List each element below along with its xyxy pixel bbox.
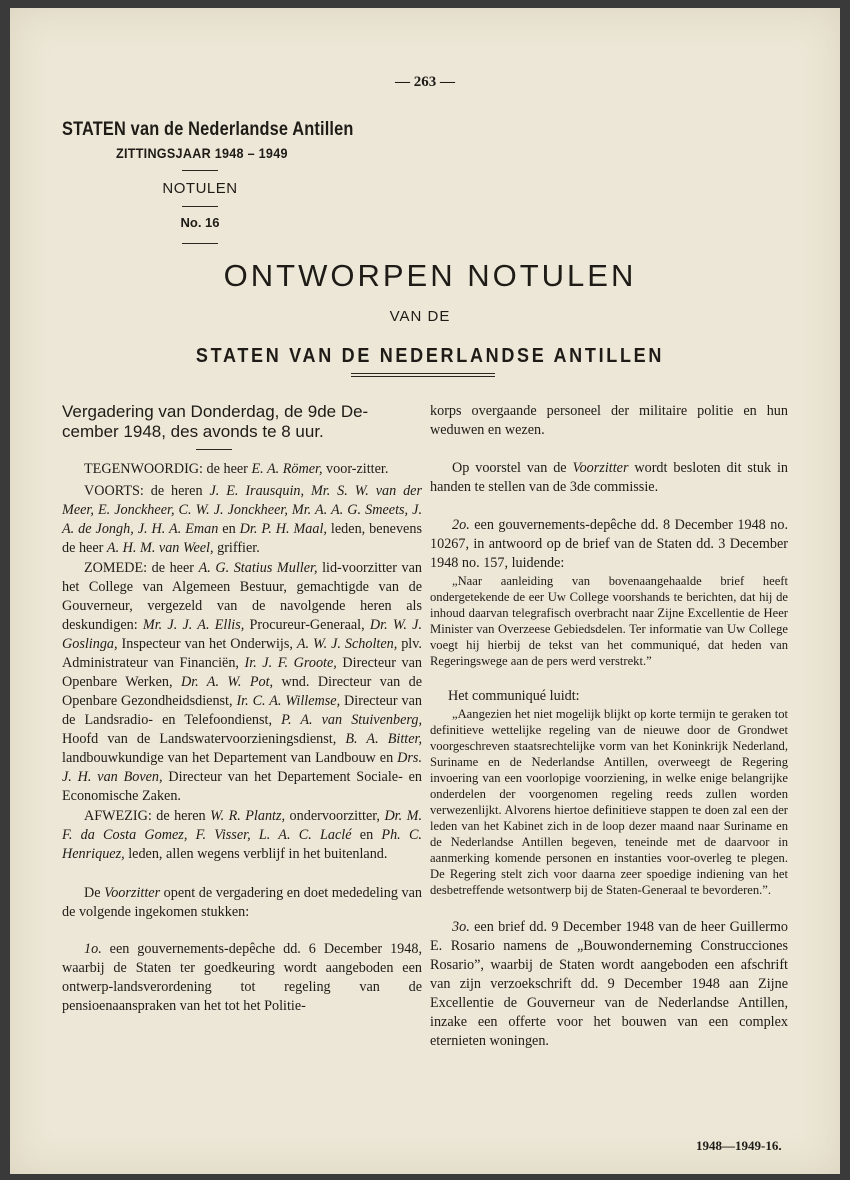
document-title: ONTWORPEN NOTULEN xyxy=(223,258,637,293)
chair-opening: De Voorzitter opent de vergadering en doet mededeling van de volgende ingekomen stukken: xyxy=(62,885,422,920)
item-3: 3o. een brief dd. 9 December 1948 van de heer Guillermo E. Rosario namens de „Bouwonderneming Construcciones Rosario”, waarbij de Staten wordt aangeboden een afschrift van zijn verzoekschrift dd. 9 December 1948 aan Zijne Excellentie de Gouverneur van de Nederlandse Antillen, inzake een offerte voor het bouwen van een complex eternieten woningen. xyxy=(430,919,788,1049)
attendance-absent: AFWEZIG: de heren W. R. Plantz, ondervoorzitter, Dr. M. F. da Costa Gomez, F. Visser, L. A. C. Laclé en Ph. C. Henriquez, leden, allen wegens verblijf in het buitenland. xyxy=(62,808,423,862)
meeting-line-2: cember 1948, des avonds te 8 uur. xyxy=(62,422,324,441)
title-underline xyxy=(351,376,495,377)
dispatch-quote: „Naar aanleiding van bovenaangehaalde brief heeft ondergetekende de eer Uw College voorshands te berichten, dat hij de inhoud daarvan telegrafisch overbracht naar Zijne Excellentie de Heer Minister van Overzeese Gebiedsdelen. Ter informatie van Uw College voegt hij hierbij de tekst van het communiqué, dat heden van Regeringswege aan de pers werd verstrekt.” xyxy=(430,574,788,668)
title-underline xyxy=(351,373,495,374)
right-column xyxy=(430,402,788,1051)
left-column xyxy=(62,460,422,1016)
item-1-continued: korps overgaande personeel der militaire politie en hun weduwen en wezen. xyxy=(430,403,788,438)
issue-number: No. 16 xyxy=(180,215,220,230)
communique-text: „Aangezien het niet mogelijk blijkt op korte termijn te geraken tot definitieve wettelijke regeling van de nieuwe door de Grondwet voorgeschreven staatsrechtelijke vorm van het Koninkrijk Nederland, Suriname en de Nederlandse Antillen, overweegt de Regering invoering van een voorlopige voorziening, in welke enige belangrijke onderdelen der voorgenomen regeling reeds zullen worden verwezenlijkt. Alvorens hiertoe definitieve stappen te doen zal een der leden van het Kabinet zich in de loop dezer maand naar Suriname en de Nederlandse Antillen begeven, teneinde met de daarvoor in aanmerking komende personen en instanties voor-overleg te plegen. De Regering stelt zich voor daarna zeer spoedige indiening van het desbetreffende wetsontwerp bij de Staten-Generaal te bevorderen.”. xyxy=(430,707,788,897)
notulen-label: NOTULEN xyxy=(162,180,238,197)
session-year: ZITTINGSJAAR 1948 – 1949 xyxy=(116,145,288,161)
document-page xyxy=(10,8,840,1174)
meeting-heading xyxy=(62,402,422,442)
decision-1: Op voorstel van de Voorzitter wordt besloten dit stuk in handen te stellen van de 3de commissie. xyxy=(430,460,788,495)
meeting-line-1: Vergadering van Donderdag, de 9de De- xyxy=(62,402,369,421)
divider xyxy=(182,170,218,171)
item-2: 2o. een gouvernements-depêche dd. 8 December 1948 no. 10267, in antwoord op de brief van de Staten dd. 3 December 1948 no. 157, luidende: xyxy=(430,517,788,571)
communique-heading: Het communiqué luidt: xyxy=(448,688,580,704)
institution-title: STATEN VAN DE NEDERLANDSE ANTILLEN xyxy=(195,345,665,367)
divider xyxy=(182,243,218,244)
divider xyxy=(196,449,232,450)
header-title: STATEN van de Nederlandse Antillen xyxy=(62,119,354,140)
page-number: — 263 — xyxy=(395,74,455,90)
divider xyxy=(182,206,218,207)
page-footer: 1948—1949-16. xyxy=(696,1138,782,1153)
title-connector: VAN DE xyxy=(389,308,451,325)
item-1: 1o. een gouvernements-depêche dd. 6 December 1948, waarbij de Staten ter goedkeuring wordt aangeboden een ontwerp-landsverordening tot regeling van de pensioenaanspraken van het tot het Politie- xyxy=(62,941,422,1014)
attendance-additionally: ZOMEDE: de heer A. G. Statius Muller, lid-voorzitter van het College van Algemeen Bestuur, gemachtigde van de Gouverneur, vergezeld van de navolgende heren als deskundigen: Mr. J. J. A. Ellis, Procureur-Generaal, Dr. W. J. Goslinga, Inspecteur van het Onderwijs, A. W. J. Scholten, plv. Administrateur van Financiën, Ir. J. F. Groote, Directeur van Openbare Werken, Dr. A. W. Pot, wnd. Directeur van de Openbare Gezondheidsdienst, Ir. C. A. Willemse, Directeur van de Landsradio- en Telefoondienst, P. A. van Stuivenberg, Hoofd van de Landswatervoorzieningsdienst, B. A. Bitter, landbouwkundige van het Departement van Landbouw en Drs. J. H. van Boven, Directeur van het Departement Sociale- en Economische Zaken. xyxy=(62,560,423,804)
attendance-present: TEGENWOORDIG: de heer E. A. Römer, voor-zitter. xyxy=(84,461,389,477)
attendance-also: VOORTS: de heren J. E. Irausquin, Mr. S. W. van der Meer, E. Jonckheer, C. W. J. Jonckheer, Mr. A. A. G. Smeets, J. A. de Jongh, J. H. A. Eman en Dr. P. H. Maal, leden, benevens de heer A. H. M. van Weel, griffier. xyxy=(62,483,422,556)
